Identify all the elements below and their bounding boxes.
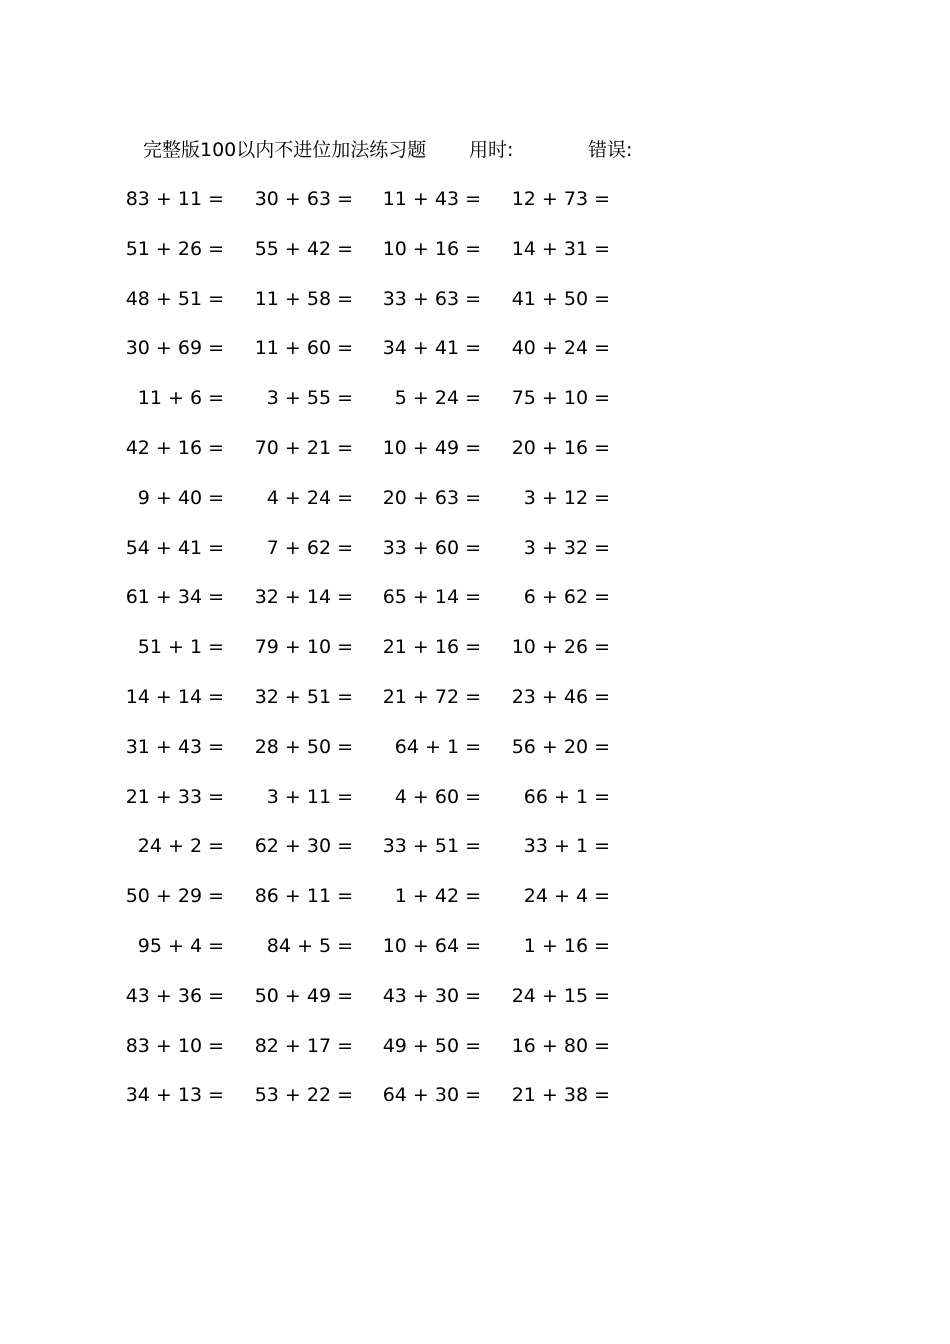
problem-item: 48 + 51 =	[125, 288, 224, 310]
problem-row	[0, 534, 950, 562]
problem-item: 30 + 69 =	[125, 337, 224, 359]
problem-item: 10 + 26 =	[511, 636, 610, 658]
problem-item: 51 + 1 =	[137, 636, 224, 658]
problem-row	[0, 832, 950, 860]
problem-item: 64 + 1 =	[394, 736, 481, 758]
problem-item: 1 + 16 =	[523, 935, 610, 957]
problem-item: 33 + 1 =	[523, 835, 610, 857]
problem-item: 42 + 16 =	[125, 437, 224, 459]
problem-item: 7 + 62 =	[266, 537, 353, 559]
problem-item: 3 + 55 =	[266, 387, 353, 409]
problem-item: 53 + 22 =	[254, 1084, 353, 1106]
problem-item: 51 + 26 =	[125, 238, 224, 260]
problem-item: 21 + 38 =	[511, 1084, 610, 1106]
problem-item: 41 + 50 =	[511, 288, 610, 310]
problem-item: 84 + 5 =	[266, 935, 353, 957]
problem-item: 83 + 10 =	[125, 1035, 224, 1057]
problem-item: 28 + 50 =	[254, 736, 353, 758]
problem-row	[0, 285, 950, 313]
problem-item: 21 + 16 =	[382, 636, 481, 658]
problem-item: 40 + 24 =	[511, 337, 610, 359]
problem-item: 83 + 11 =	[125, 188, 224, 210]
problem-item: 11 + 60 =	[254, 337, 353, 359]
time-label: 用时:	[469, 139, 514, 161]
problem-item: 11 + 6 =	[137, 387, 224, 409]
problem-item: 14 + 31 =	[511, 238, 610, 260]
problem-item: 65 + 14 =	[382, 586, 481, 608]
problem-row	[0, 384, 950, 412]
problem-row	[0, 334, 950, 362]
problem-item: 6 + 62 =	[523, 586, 610, 608]
problem-row	[0, 1032, 950, 1060]
problem-row	[0, 882, 950, 910]
problem-item: 61 + 34 =	[125, 586, 224, 608]
problem-row	[0, 733, 950, 761]
problem-item: 4 + 24 =	[266, 487, 353, 509]
problem-row	[0, 583, 950, 611]
problem-item: 1 + 42 =	[394, 885, 481, 907]
problem-item: 11 + 43 =	[382, 188, 481, 210]
problem-item: 64 + 30 =	[382, 1084, 481, 1106]
problem-row	[0, 932, 950, 960]
problem-item: 11 + 58 =	[254, 288, 353, 310]
problem-item: 86 + 11 =	[254, 885, 353, 907]
problem-row	[0, 783, 950, 811]
problem-item: 3 + 32 =	[523, 537, 610, 559]
problem-item: 32 + 51 =	[254, 686, 353, 708]
problem-item: 43 + 30 =	[382, 985, 481, 1007]
problem-item: 10 + 16 =	[382, 238, 481, 260]
problem-row	[0, 235, 950, 263]
problem-item: 24 + 15 =	[511, 985, 610, 1007]
error-label: 错误:	[588, 139, 633, 161]
problem-item: 3 + 12 =	[523, 487, 610, 509]
problem-item: 33 + 63 =	[382, 288, 481, 310]
problem-item: 21 + 72 =	[382, 686, 481, 708]
problem-item: 75 + 10 =	[511, 387, 610, 409]
problem-item: 70 + 21 =	[254, 437, 353, 459]
problem-item: 50 + 29 =	[125, 885, 224, 907]
problem-item: 55 + 42 =	[254, 238, 353, 260]
problem-item: 33 + 51 =	[382, 835, 481, 857]
problem-item: 34 + 41 =	[382, 337, 481, 359]
problem-item: 10 + 49 =	[382, 437, 481, 459]
problem-item: 16 + 80 =	[511, 1035, 610, 1057]
problem-item: 20 + 16 =	[511, 437, 610, 459]
problem-item: 10 + 64 =	[382, 935, 481, 957]
problem-item: 4 + 60 =	[394, 786, 481, 808]
problem-item: 43 + 36 =	[125, 985, 224, 1007]
problem-item: 34 + 13 =	[125, 1084, 224, 1106]
problem-row	[0, 633, 950, 661]
problem-item: 33 + 60 =	[382, 537, 481, 559]
problem-item: 54 + 41 =	[125, 537, 224, 559]
problem-row	[0, 1081, 950, 1109]
problem-item: 20 + 63 =	[382, 487, 481, 509]
problem-item: 9 + 40 =	[137, 487, 224, 509]
problem-item: 50 + 49 =	[254, 985, 353, 1007]
problem-item: 79 + 10 =	[254, 636, 353, 658]
problem-row	[0, 484, 950, 512]
problem-item: 82 + 17 =	[254, 1035, 353, 1057]
problem-item: 62 + 30 =	[254, 835, 353, 857]
problem-item: 56 + 20 =	[511, 736, 610, 758]
problem-item: 23 + 46 =	[511, 686, 610, 708]
problem-item: 21 + 33 =	[125, 786, 224, 808]
worksheet-title: 完整版100以内不进位加法练习题	[143, 139, 427, 161]
problem-item: 95 + 4 =	[137, 935, 224, 957]
problem-item: 66 + 1 =	[523, 786, 610, 808]
problem-item: 31 + 43 =	[125, 736, 224, 758]
problem-row	[0, 185, 950, 213]
problem-item: 3 + 11 =	[266, 786, 353, 808]
problem-item: 32 + 14 =	[254, 586, 353, 608]
problem-item: 14 + 14 =	[125, 686, 224, 708]
problem-row	[0, 434, 950, 462]
problem-item: 24 + 4 =	[523, 885, 610, 907]
problem-row	[0, 683, 950, 711]
problem-item: 12 + 73 =	[511, 188, 610, 210]
problem-item: 49 + 50 =	[382, 1035, 481, 1057]
problem-item: 5 + 24 =	[394, 387, 481, 409]
problem-item: 24 + 2 =	[137, 835, 224, 857]
problem-row	[0, 982, 950, 1010]
problem-item: 30 + 63 =	[254, 188, 353, 210]
